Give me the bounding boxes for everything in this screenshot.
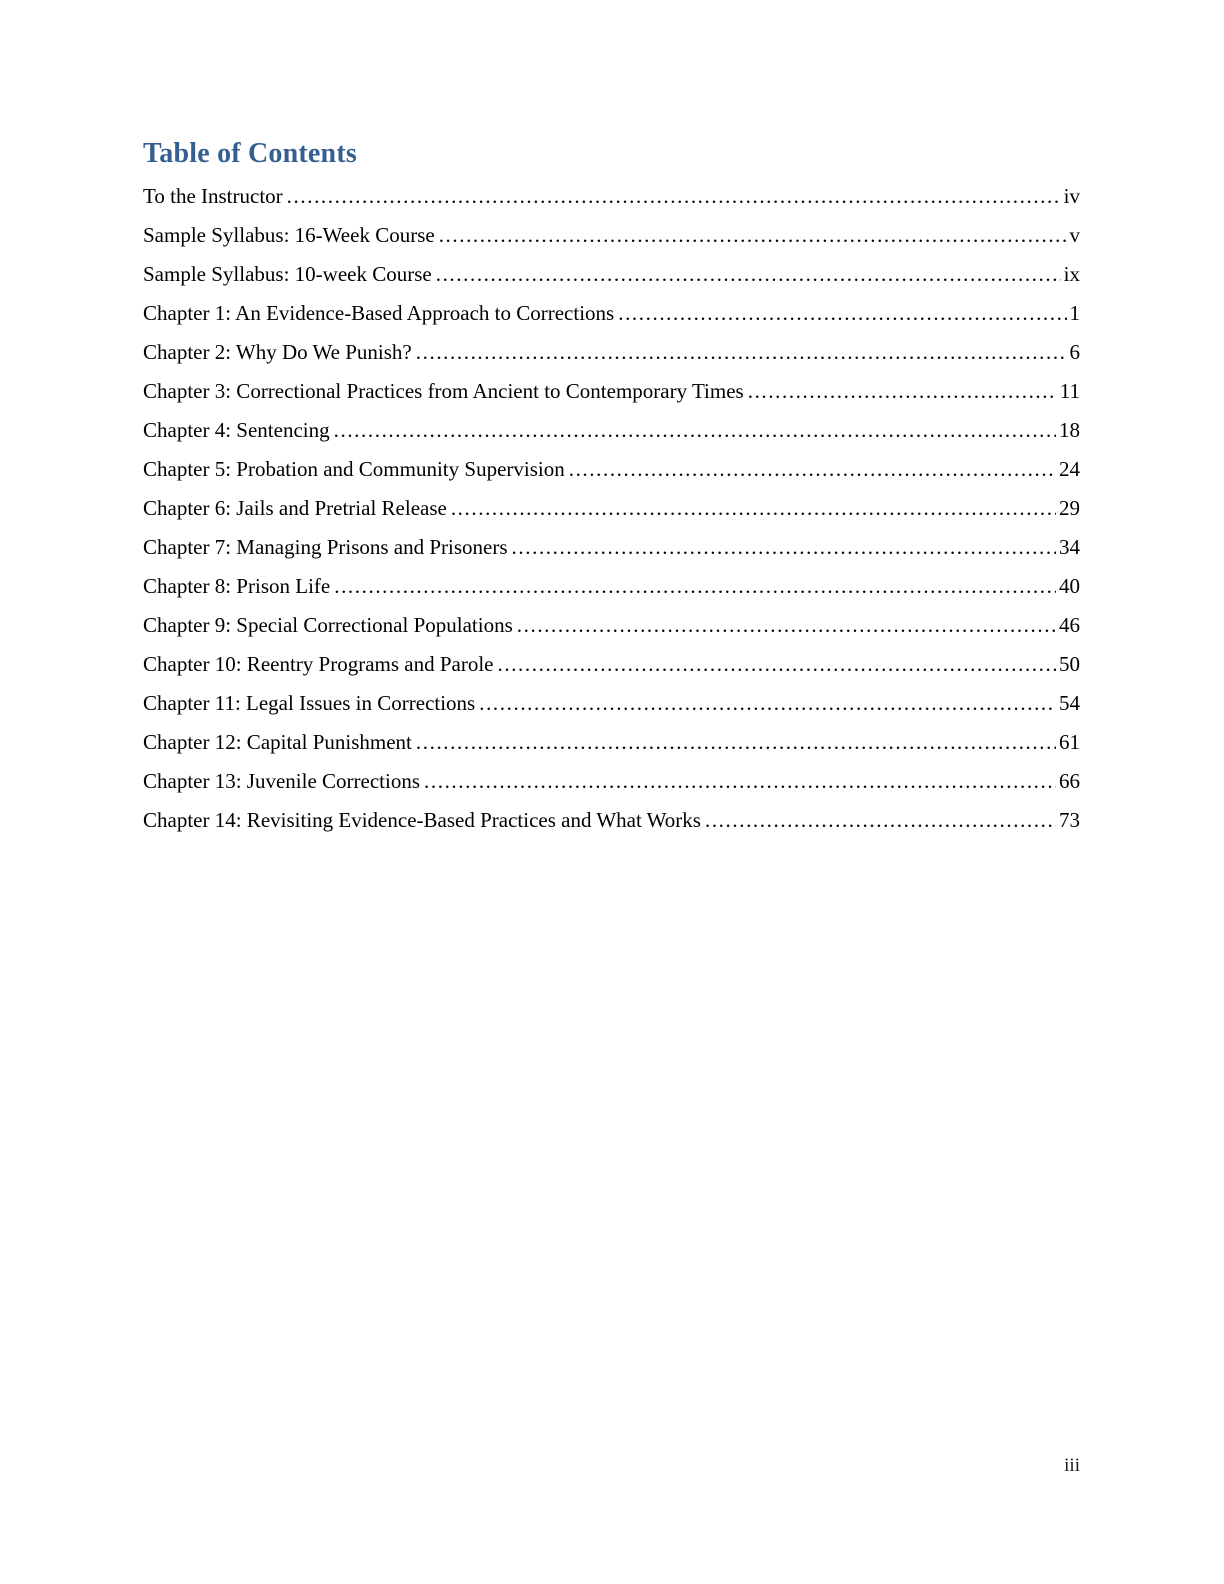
toc-dot-leader (439, 223, 1067, 247)
toc-entry-label: To the Instructor (143, 184, 283, 208)
toc-entry[interactable] (143, 652, 1080, 691)
toc-entry-label: Chapter 4: Sentencing (143, 418, 330, 442)
toc-entry-label: Chapter 5: Probation and Community Supervision (143, 457, 565, 481)
toc-entry-page: v (1069, 223, 1080, 247)
toc-entry-page: 66 (1059, 769, 1080, 793)
toc-dot-leader (512, 535, 1056, 559)
toc-entry-page: 29 (1059, 496, 1080, 520)
toc-dot-leader (334, 418, 1056, 442)
toc-entry-page: ix (1063, 262, 1080, 286)
toc-entry-label: Chapter 1: An Evidence-Based Approach to Corrections (143, 301, 615, 325)
toc-entry[interactable] (143, 418, 1080, 457)
toc-section (143, 137, 1080, 847)
toc-entry-label: Chapter 2: Why Do We Punish? (143, 340, 412, 364)
toc-entry-page: 6 (1069, 340, 1080, 364)
toc-entry-label: Chapter 9: Special Correctional Populations (143, 613, 513, 637)
toc-entry-label: Chapter 11: Legal Issues in Corrections (143, 691, 476, 715)
toc-dot-leader (618, 301, 1066, 325)
toc-dot-leader (451, 496, 1056, 520)
toc-entry-page: 1 (1069, 301, 1080, 325)
toc-entry-page: 46 (1059, 613, 1080, 637)
toc-entry[interactable] (143, 535, 1080, 574)
toc-list (143, 184, 1080, 847)
toc-dot-leader (569, 457, 1056, 481)
toc-entry-label: Chapter 8: Prison Life (143, 574, 331, 598)
toc-entry[interactable] (143, 769, 1080, 808)
toc-entry-page: 11 (1059, 379, 1080, 403)
toc-entry[interactable] (143, 613, 1080, 652)
toc-entry-page: 40 (1059, 574, 1080, 598)
toc-entry[interactable] (143, 379, 1080, 418)
toc-entry-page: 24 (1059, 457, 1080, 481)
toc-entry-label: Chapter 14: Revisiting Evidence-Based Practices and What Works (143, 808, 701, 832)
toc-entry[interactable] (143, 184, 1080, 223)
toc-entry-label: Chapter 12: Capital Punishment (143, 730, 412, 754)
toc-entry[interactable] (143, 574, 1080, 613)
toc-entry-label: Chapter 6: Jails and Pretrial Release (143, 496, 447, 520)
toc-entry-page: 18 (1059, 418, 1080, 442)
toc-dot-leader (416, 340, 1067, 364)
toc-entry-page: 50 (1059, 652, 1080, 676)
toc-dot-leader (287, 184, 1061, 208)
toc-dot-leader (424, 769, 1056, 793)
toc-entry-label: Sample Syllabus: 10-week Course (143, 262, 432, 286)
toc-dot-leader (705, 808, 1056, 832)
page-number-footer: iii (1064, 1455, 1080, 1476)
toc-entry-page: iv (1063, 184, 1080, 208)
toc-entry[interactable] (143, 301, 1080, 340)
toc-entry-page: 73 (1059, 808, 1080, 832)
toc-entry-label: Chapter 3: Correctional Practices from Ancient to Contemporary Times (143, 379, 744, 403)
toc-entry[interactable] (143, 223, 1080, 262)
toc-entry-page: 54 (1059, 691, 1080, 715)
toc-dot-leader (498, 652, 1057, 676)
toc-entry-label: Chapter 13: Juvenile Corrections (143, 769, 421, 793)
toc-title: Table of Contents (143, 138, 357, 169)
toc-entry[interactable] (143, 457, 1080, 496)
toc-dot-leader (517, 613, 1056, 637)
toc-entry-page: 61 (1059, 730, 1080, 754)
toc-entry-label: Sample Syllabus: 16-Week Course (143, 223, 435, 247)
toc-entry[interactable] (143, 496, 1080, 535)
toc-entry[interactable] (143, 340, 1080, 379)
toc-entry[interactable] (143, 808, 1080, 847)
toc-entry[interactable] (143, 262, 1080, 301)
toc-dot-leader (436, 262, 1061, 286)
toc-dot-leader (416, 730, 1056, 754)
toc-dot-leader (748, 379, 1057, 403)
toc-entry-label: Chapter 7: Managing Prisons and Prisoners (143, 535, 508, 559)
toc-entry-page: 34 (1059, 535, 1080, 559)
toc-entry-label: Chapter 10: Reentry Programs and Parole (143, 652, 494, 676)
toc-dot-leader (479, 691, 1056, 715)
toc-dot-leader (334, 574, 1056, 598)
toc-entry[interactable] (143, 691, 1080, 730)
toc-entry[interactable] (143, 730, 1080, 769)
